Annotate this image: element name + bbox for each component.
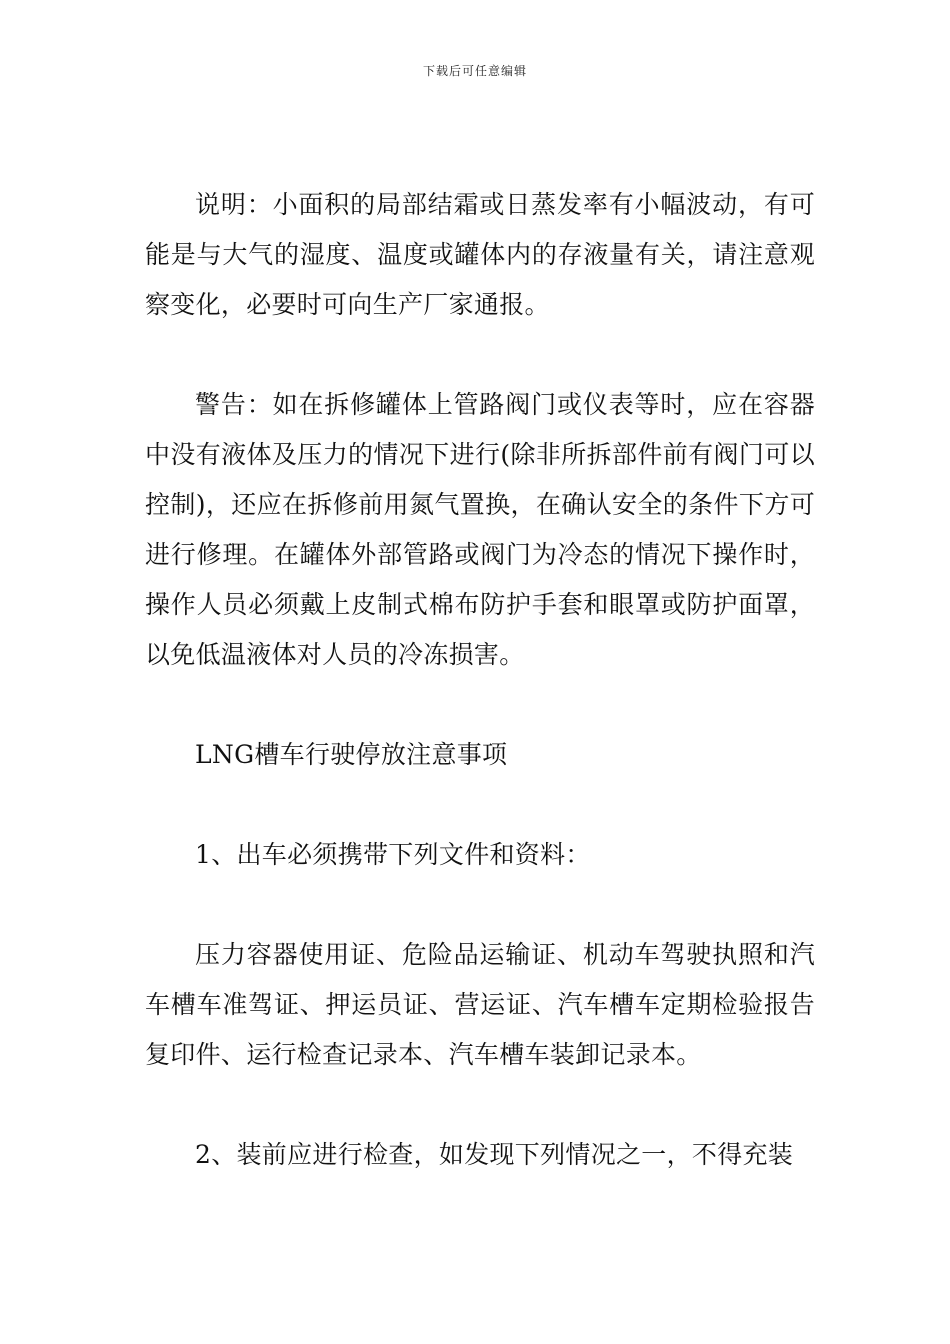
list-item-2: 2、装前应进行检查，如发现下列情况之一，不得充装 bbox=[195, 1140, 794, 1169]
section-heading: LNG槽车行驶停放注意事项 bbox=[195, 740, 508, 769]
paragraph-spacer bbox=[145, 880, 815, 930]
page-header: 下载后可任意编辑 bbox=[422, 64, 527, 78]
paragraph-spacer bbox=[145, 680, 815, 730]
paragraph-warning: 警告：如在拆修罐体上管路阀门或仪表等时，应在容器中没有液体及压力的情况下进行(除非所拆部件前有阀门可以控制)，还应在拆修前用氮气置换，在确认安全的条件下方可进行修理。在罐体外部管路或阀门为冷态的情况下操作时，操作人员必须戴上皮制式棉布防护手套和眼罩或防护面罩，以免低温液体对人员的冷冻损害。 bbox=[145, 390, 815, 669]
paragraph-note: 说明：小面积的局部结霜或日蒸发率有小幅波动，有可能是与大气的湿度、温度或罐体内的存液量有关，请注意观察变化，必要时可向生产厂家通报。 bbox=[145, 190, 815, 319]
paragraph-spacer bbox=[145, 330, 815, 380]
paragraph-spacer bbox=[145, 1080, 815, 1130]
list-item-1: 1、出车必须携带下列文件和资料： bbox=[195, 840, 591, 869]
document-body bbox=[145, 180, 815, 1180]
paragraph-spacer bbox=[145, 780, 815, 830]
paragraph-documents: 压力容器使用证、危险品运输证、机动车驾驶执照和汽车槽车准驾证、押运员证、营运证、汽车槽车定期检验报告复印件、运行检查记录本、汽车槽车装卸记录本。 bbox=[145, 940, 815, 1069]
